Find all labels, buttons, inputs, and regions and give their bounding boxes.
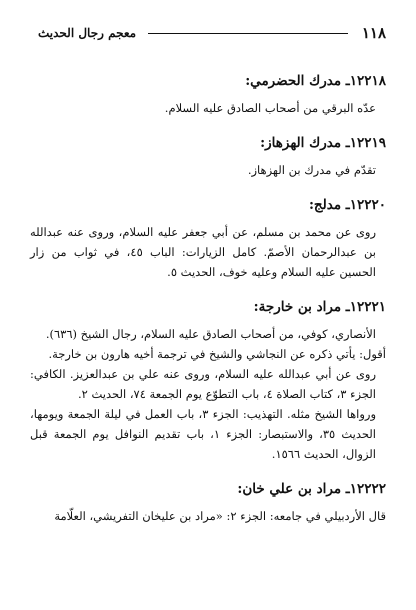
entry-text: روى عن محمد بن مسلم، عن أبي جعفر عليه السلام، وروى عنه عبدالله بن عبدالرحمان الأصمّ. كامل الزيارات: الباب ٤٥، في ثواب من زار الحسين عليه السلام وعليه خوف، الحديث ٥. bbox=[30, 225, 377, 279]
entry-text: ورواها الشيخ مثله. التهذيب: الجزء ٣، باب العمل في ليلة الجمعة ويومها، الحديث ٣٥، والاستبصار: الجزء ١، باب تقديم النوافل يوم الجمعة قبل الزوال، الحديث ١٥٦٦. bbox=[30, 407, 377, 461]
entry-12219 bbox=[30, 134, 386, 180]
page-content bbox=[30, 56, 386, 526]
entry-text: الأنصاري، كوفي، من أصحاب الصادق عليه السلام، رجال الشيخ (٦٣٦). bbox=[45, 327, 376, 341]
running-head bbox=[38, 24, 386, 42]
entry-remark: أقول: يأتي ذكره عن النجاشي والشيخ في ترجمة أخيه هارون بن خارجة. bbox=[48, 347, 386, 361]
header-rule bbox=[148, 33, 348, 34]
entry-12222 bbox=[30, 480, 386, 526]
entry-12221 bbox=[30, 298, 386, 464]
entry-heading: ١٢٢٢٠ـ مدلج: bbox=[308, 197, 386, 213]
entry-heading: ١٢٢٢١ـ مراد بن خارجة: bbox=[253, 299, 386, 315]
entry-heading: ١٢٢١٨ـ مدرك الحضرمي: bbox=[245, 73, 386, 89]
entry-12220 bbox=[30, 196, 386, 282]
running-title: معجم رجال الحديث bbox=[38, 26, 137, 40]
entry-text: عدّه البرقي من أصحاب الصادق عليه السلام. bbox=[164, 101, 376, 115]
entry-text: تقدّم في مدرك بن الهزهاز. bbox=[247, 163, 376, 177]
entry-text: قال الأردبيلي في جامعه: الجزء ٢: «مراد بن عليخان التفريشي، العلّامة bbox=[54, 509, 386, 523]
page-number: ١١٨ bbox=[361, 24, 386, 42]
entry-heading: ١٢٢١٩ـ مدرك الهزهاز: bbox=[260, 135, 386, 151]
entry-text: روى عن أبي عبدالله عليه السلام، وروى عنه علي بن عبدالعزيز. الكافي: الجزء ٣، كتاب الصلاة ٤، باب التطوّع يوم الجمعة ٧٤، الحديث ٢. bbox=[30, 367, 376, 401]
entry-12218 bbox=[30, 72, 386, 118]
entry-heading: ١٢٢٢٢ـ مراد بن علي خان: bbox=[237, 481, 386, 497]
